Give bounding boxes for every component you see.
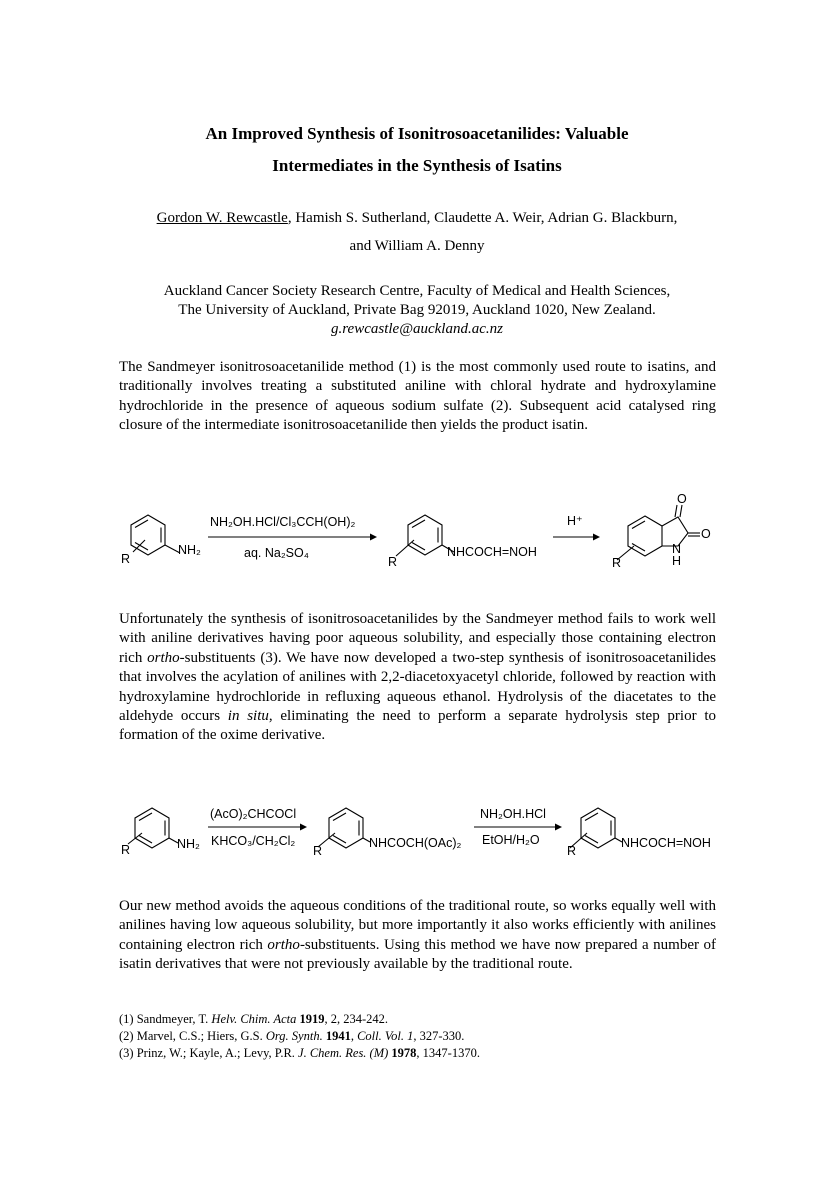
paragraph-conclusion: Our new method avoids the aqueous conditions of the traditional route, so works equally well with anilines having low aqueous solubility, but more importantly it also works efficiently with anilines containing electron rich ortho-substituents. Using this method we have now prepared a number of isatin derivatives that were not previously available by the traditional route. <box>119 898 716 973</box>
scheme2-reagent1-bottom: KHCO₃/CH₂Cl₂ <box>211 834 296 848</box>
scheme1-intermediate-r: R <box>388 555 398 569</box>
co-authors: , Hamish S. Sutherland, Claudette A. Weir, Adrian G. Blackburn, <box>287 210 678 226</box>
scheme2-intermediate-r: R <box>313 844 323 858</box>
reference-list <box>119 1011 719 1062</box>
scheme2-reagent1-top: (AcO)₂CHCOCl <box>210 807 297 821</box>
scheme1-reagent-bottom: aq. Na₂SO₄ <box>244 546 309 560</box>
scheme1-isatin-oxo-right: O <box>701 527 711 541</box>
authors-line-2: and William A. Denny <box>349 238 485 254</box>
title-line-2: Intermediates in the Synthesis of Isatins <box>272 156 562 175</box>
paper-title <box>100 118 734 182</box>
presenting-author: Gordon W. Rewcastle <box>156 210 288 226</box>
scheme1-acid-label: H⁺ <box>567 514 583 528</box>
scheme1-isatin-r: R <box>612 556 622 570</box>
scheme2-amine-group: NH₂ <box>177 837 200 851</box>
scheme1-isatin-oxo-top: O <box>677 492 687 506</box>
reaction-scheme-sandmeyer <box>110 488 750 578</box>
scheme2-product-r: R <box>567 844 577 858</box>
affiliation-line-1: Auckland Cancer Society Research Centre, Faculty of Medical and Health Sciences, <box>163 283 671 299</box>
scheme1-amine-group: NH₂ <box>178 543 201 557</box>
scheme2-r-substituent: R <box>121 843 131 857</box>
affiliation-line-2: The University of Auckland, Private Bag 92019, Auckland 1020, New Zealand. <box>178 302 656 318</box>
reaction-scheme-two-step <box>110 800 750 870</box>
authors-line-1 <box>100 204 734 232</box>
title-line-1: An Improved Synthesis of Isonitrosoacetanilides: Valuable <box>205 124 629 143</box>
author-list <box>100 204 734 260</box>
scheme2-intermediate-group: NHCOCH(OAc)₂ <box>369 836 462 850</box>
scheme1-isatin-h: H <box>672 554 682 568</box>
reference-item: (1) Sandmeyer, T. Helv. Chim. Acta 1919, 2, 234-242. <box>119 1012 389 1026</box>
scheme1-isatin-n: N <box>672 542 682 556</box>
paragraph-new-method: Unfortunately the synthesis of isonitrosoacetanilides by the Sandmeyer method fails to work well with aniline derivatives having poor aqueous solubility, and especially those containing electron rich ortho-substituents (3). We have now developed a two-step synthesis of isonitrosoacetanilides that involves the acylation of anilines with 2,2-diacetoxyacetyl chloride, followed by reaction with hydroxylamine hydrochloride in refluxing aqueous ethanol. Hydrolysis of the diacetates to the aldehyde occurs in situ, eliminating the need to perform a separate hydrolysis step prior to formation of the oxime derivative. <box>119 611 716 744</box>
reference-item: (2) Marvel, C.S.; Hiers, G.S. Org. Synth. 1941, Coll. Vol. 1, 327-330. <box>119 1029 465 1043</box>
scheme1-reagent-top: NH₂OH.HCl/Cl₃CCH(OH)₂ <box>210 515 356 529</box>
scheme2-reagent2-top: NH₂OH.HCl <box>480 807 546 821</box>
scheme1-intermediate-group: NHCOCH=NOH <box>447 545 537 559</box>
author-email: g.rewcastle@auckland.ac.nz <box>331 321 503 337</box>
paragraph-intro: The Sandmeyer isonitrosoacetanilide method (1) is the most commonly used route to isatins, and traditionally involves treating a substituted aniline with chloral hydrate and hydroxylamine hydrochloride in the presence of aqueous sodium sulfate (2). Subsequent acid catalysed ring closure of the intermediate isonitrosoacetanilide then yields the product isatin. <box>119 359 716 434</box>
reference-item: (3) Prinz, W.; Kayle, A.; Levy, P.R. J. Chem. Res. (M) 1978, 1347-1370. <box>119 1046 480 1060</box>
scheme2-product-group: NHCOCH=NOH <box>621 836 711 850</box>
scheme2-reagent2-bottom: EtOH/H₂O <box>482 833 540 847</box>
affiliation <box>100 282 734 339</box>
scheme1-r-substituent: R <box>121 552 131 566</box>
